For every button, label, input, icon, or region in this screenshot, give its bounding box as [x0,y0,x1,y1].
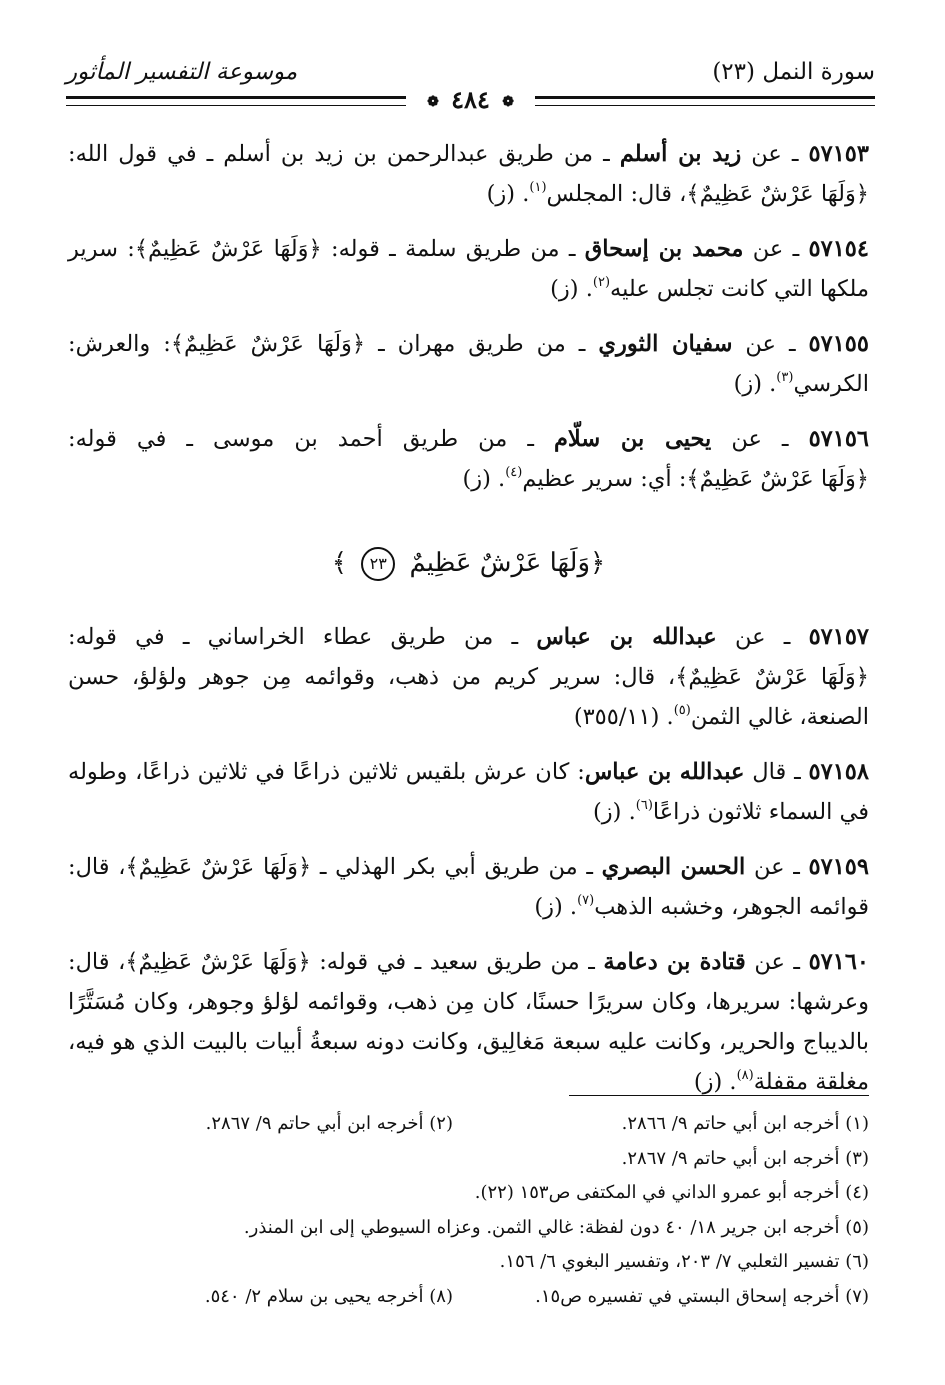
verse-ref: (٢٣) [712,59,755,85]
entry-intro: ـ عن [745,949,809,975]
entry-chain: ـ من طريق أحمد بن موسى ـ في قوله: [68,426,554,452]
narrator-name: سفيان الثوري [598,331,733,357]
page-number-block [66,86,875,116]
quran-verse: ﴿وَلَهَا عَرْشٌ عَظِيمٌ﴾ [686,466,869,492]
footnote-row [68,1142,869,1177]
entry-intro: ـ عن [716,624,809,650]
footnote: (٣) أخرجه ابن أبي حاتم ٩/ ٢٨٦٧. [621,1147,869,1169]
narrator-name: محمد بن إسحاق [584,236,744,262]
page-header [66,56,875,114]
ayah-number-mark: ٢٣ [361,547,395,581]
entries-after [68,617,869,1106]
footnote: (٤) أخرجه أبو عمرو الداني في المكتفى ص١٥٣ (٢٢). [474,1182,869,1203]
footnote-ref: (١) [529,180,547,195]
footnote-row [68,1280,869,1315]
entry-chain: ـ من طريق أبي بكر الهذلي ـ [311,854,602,880]
narrator-name: يحيى بن سلّام [553,426,712,452]
entry-source: . (ز) [462,466,506,492]
quran-verse: ﴿وَلَهَا عَرْشٌ عَظِيمٌ﴾ [125,854,312,880]
entry-intro: ـ عن [745,854,809,880]
entry-number: ٥٧١٥٤ [808,236,869,262]
footnotes [68,1107,869,1314]
footnote-ref: (٥) [673,703,691,718]
entries-before [68,134,869,503]
footnote-ref: (٧) [577,893,595,908]
footnote: (٧) أخرجه إسحاق البستي في تفسيره ص١٥. [535,1285,869,1307]
narration-entry [68,229,869,313]
entry-number: ٥٧١٥٦ [808,426,869,452]
footnote-row [68,1211,869,1246]
quran-verse: ﴿وَلَهَا عَرْشٌ عَظِيمٌ﴾ [686,181,869,207]
entry-chain: ـ من طريق مهران ـ [365,331,599,357]
footnote: (١) أخرجه ابن أبي حاتم ٩/ ٢٨٦٦. [621,1113,869,1134]
page-number: ٤٨٤ [451,85,490,114]
footnote-row [68,1176,869,1211]
quran-verse: ﴿وَلَهَا عَرْشٌ عَظِيمٌ﴾ [170,331,366,357]
entry-intro: ـ عن [732,331,809,357]
entry-text: ، قال: المجلس [546,181,687,207]
entry-number: ٥٧١٥٣ [808,141,869,167]
footnote-ref: (٢) [592,275,611,290]
narration-entry [68,324,869,408]
footnote-separator [569,1095,869,1096]
entry-number: ٥٧١٥٩ [808,854,869,880]
entry-text: : والعرش: الكرسي [68,331,869,397]
footnote-row [68,1245,869,1280]
narration-entry [68,847,869,931]
quran-verse: ﴿وَلَهَا عَرْشٌ عَظِيمٌ﴾ [675,664,869,690]
quran-verse: ﴿وَلَهَا عَرْشٌ عَظِيمٌ﴾ [125,949,311,975]
footnote-ref: (٦) [635,798,653,813]
entry-text: : أي: سرير عظيم [522,466,687,492]
narrator-name: عبدالله بن عباس [584,759,745,785]
entry-intro: ـ عن [743,236,809,262]
entry-chain: : كان عرش بلقيس ثلاثين ذراعًا في ثلاثين ذراعًا، وطوله في السماء ثلاثون ذراعًا [68,759,869,825]
entry-source: . (ز) [486,181,530,207]
surah-name: سورة النمل [762,59,875,85]
footnote-ref: (٨) [736,1068,754,1083]
book-title: موسوعة التفسير المأثور [66,59,298,85]
narration-entry [68,419,869,503]
entry-text: ، قال: وعرشها: سريرها، وكان سريرًا حسنًا، كان مِن ذهب، وقوائمه لؤلؤ وجوهر، وكان مُسَتَّرًا بالديباج والحرير، وكانت عليه سبعة مَغالِيق، وكانت دونه سبعةُ أبيات بالبيت الذي هو فيه، مغلقة مقفلة [68,949,869,1095]
entry-source: . (ز) [534,894,578,920]
heading-verse-text: ﴿وَلَهَا عَرْشٌ عَظِيمٌ [409,548,606,578]
surah-title [712,56,875,88]
entry-source: . (٣٥٥/١١) [573,704,674,730]
narrator-name: قتادة بن دعامة [603,949,746,975]
entry-number: ٥٧١٦٠ [808,949,869,975]
entry-chain: ـ من طريق عطاء الخراساني ـ في قوله: [68,624,537,650]
entry-source: . (ز) [593,799,636,825]
footnote: (٦) تفسير الثعلبي ٧/ ٢٠٣، وتفسير البغوي ٦/ ١٥٦. [499,1251,869,1272]
footnote: (٨) أخرجه يحيى بن سلام ٢/ ٥٤٠. [204,1285,453,1307]
section-heading-verse [68,543,869,583]
ornament-icon: ❁ [427,93,439,110]
footnote-ref: (٤) [505,465,523,480]
narrator-name: زيد بن أسلم [619,141,742,167]
entry-source: . (ز) [693,1069,737,1095]
entry-chain: ـ من طريق عبدالرحمن بن زيد بن أسلم ـ في قول الله: [68,141,620,167]
narration-entry [68,617,869,741]
entry-text: ، قال: قوائمه الجوهر، وخشبه الذهب [68,854,869,920]
entry-intro: ـ قال [744,759,809,785]
footnote: (٢) أخرجه ابن أبي حاتم ٩/ ٢٨٦٧. [205,1113,453,1134]
narrator-name: عبدالله بن عباس [536,624,717,650]
narration-entry [68,752,869,836]
quran-verse: ﴿وَلَهَا عَرْشٌ عَظِيمٌ﴾ [134,236,322,262]
entry-text: : سرير ملكها التي كانت تجلس عليه [68,236,869,302]
entry-source: . (ز) [550,276,593,302]
narration-entry [68,134,869,218]
ornament-icon: ❁ [502,93,514,110]
footnote: (٥) أخرجه ابن جرير ١٨/ ٤٠ دون لفظة: غالي الثمن. وعزاه السيوطي إلى ابن المنذر. [243,1216,869,1238]
entry-intro: ـ عن [711,426,809,452]
entry-number: ٥٧١٥٧ [808,624,869,650]
main-text [68,134,869,1117]
footnote-row [68,1107,869,1142]
entry-intro: ـ عن [741,141,809,167]
narrator-name: الحسن البصري [601,854,746,880]
narration-entry [68,942,869,1106]
entry-text: ، قال: سرير كريم من ذهب، وقوائمه مِن جوهر ولؤلؤ، حسن الصنعة، غالي الثمن [68,664,869,730]
entry-source: . (ز) [733,371,777,397]
entry-number: ٥٧١٥٨ [808,759,869,785]
entry-chain: ـ من طريق سلمة ـ قوله: [321,236,585,262]
heading-verse-close: ﴾ [331,548,347,578]
footnote-ref: (٣) [776,370,794,385]
entry-chain: ـ من طريق سعيد ـ في قوله: [310,949,604,975]
entry-number: ٥٧١٥٥ [808,331,869,357]
